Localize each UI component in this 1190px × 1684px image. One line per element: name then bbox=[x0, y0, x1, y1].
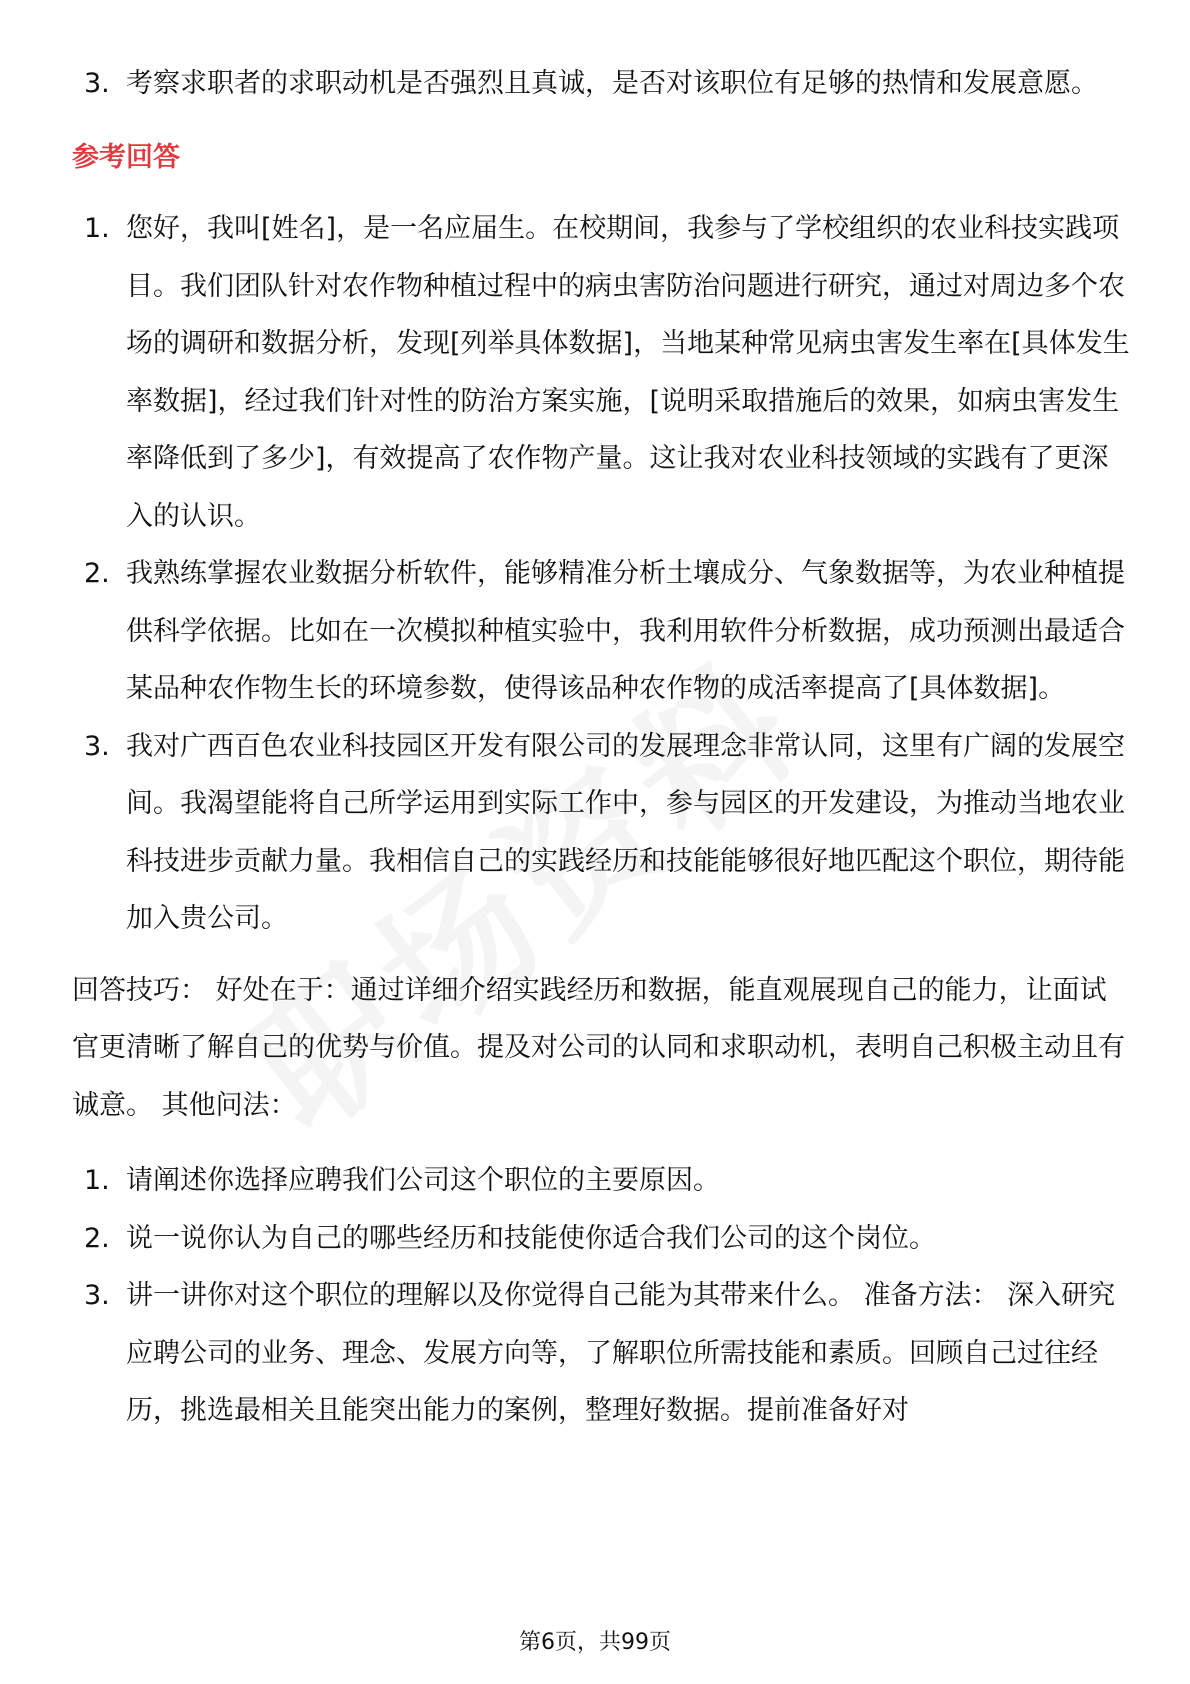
list-number: 2. bbox=[84, 1222, 110, 1254]
list-item bbox=[72, 200, 1132, 545]
list-item bbox=[72, 1267, 1132, 1440]
page-footer: 第6页，共99页 bbox=[519, 1630, 671, 1655]
tips-paragraph: 回答技巧： 好处在于：通过详细介绍实践经历和数据，能直观展现自己的能力，让面试官更清晰了解自己的优势与价值。提及对公司的认同和求职动机，表明自己积极主动且有诚意。 其他问法： bbox=[72, 974, 1125, 1121]
list-number: 3. bbox=[84, 1280, 110, 1311]
list-text: 我熟练掌握农业数据分析软件，能够精准分析土壤成分、气象数据等，为农业种植提供科学依据。比如在一次模拟种植实验中，我利用软件分析数据，成功预测出最适合某品种农作物生长的环境参数，使得该品种农作物的成活率提高了[具体数据]。 bbox=[126, 558, 1125, 704]
list-number: 3. bbox=[84, 730, 110, 762]
list-item bbox=[72, 1152, 1132, 1210]
section-heading: 参考回答 bbox=[72, 141, 180, 173]
intro-list bbox=[72, 55, 1132, 113]
list-number: 1. bbox=[84, 1165, 110, 1196]
list-item bbox=[72, 55, 1132, 113]
list-text: 请阐述你选择应聘我们公司这个职位的主要原因。 bbox=[126, 1165, 720, 1196]
list-item bbox=[72, 545, 1132, 718]
list-text: 我对广西百色农业科技园区开发有限公司的发展理念非常认同，这里有广阔的发展空间。我渴望能将自己所学运用到实际工作中，参与园区的开发建设，为推动当地农业科技进步贡献力量。我相信自己的实践经历和技能能够很好地匹配这个职位，期待能加入贵公司。 bbox=[126, 730, 1125, 934]
other-questions-list bbox=[72, 1152, 1132, 1440]
list-number: 1. bbox=[84, 213, 110, 244]
list-number: 3. bbox=[84, 68, 110, 99]
list-item bbox=[72, 718, 1132, 948]
answer-list bbox=[72, 200, 1132, 948]
list-text: 说一说你认为自己的哪些经历和技能使你适合我们公司的这个岗位。 bbox=[126, 1222, 936, 1254]
list-text: 讲一讲你对这个职位的理解以及你觉得自己能为其带来什么。 准备方法： 深入研究应聘公司的业务、理念、发展方向等，了解职位所需技能和素质。回顾自己过往经历，挑选最相关且能突出能力的案例，整理好数据。提前准备好对 bbox=[126, 1280, 1116, 1426]
page-content bbox=[72, 55, 1132, 1440]
list-item bbox=[72, 1210, 1132, 1268]
list-number: 2. bbox=[84, 558, 110, 589]
list-text: 考察求职者的求职动机是否强烈且真诚，是否对该职位有足够的热情和发展意愿。 bbox=[126, 68, 1098, 99]
list-text: 您好，我叫[姓名]，是一名应届生。在校期间，我参与了学校组织的农业科技实践项目。我们团队针对农作物种植过程中的病虫害防治问题进行研究，通过对周边多个农场的调研和数据分析，发现[列举具体数据]，当地某种常见病虫害发生率在[具体发生率数据]，经过我们针对性的防治方案实施，[说明采取措施后的效果，如病虫害发生率降低到了多少]，有效提高了农作物产量。这让我对农业科技领域的实践有了更深入的认识。 bbox=[126, 213, 1130, 532]
